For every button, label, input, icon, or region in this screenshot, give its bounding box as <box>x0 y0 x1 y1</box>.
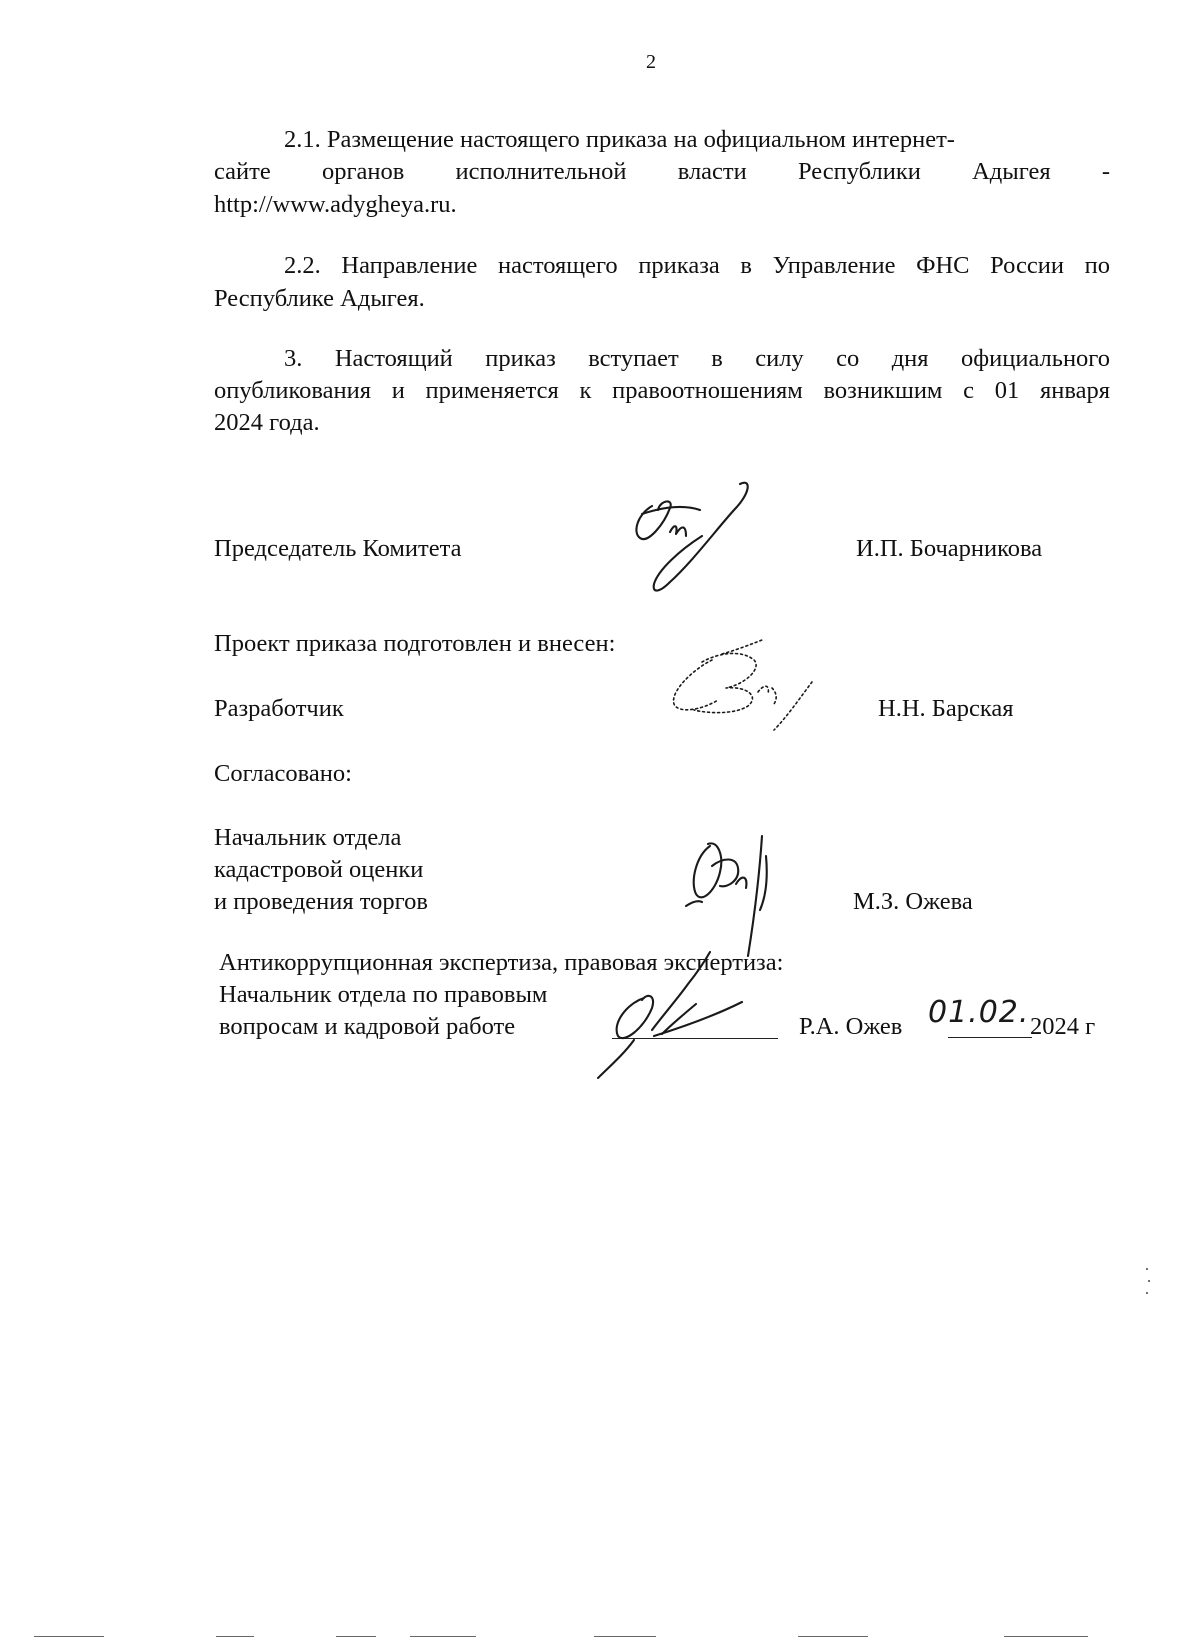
clause-2-1-word: исполнительной <box>455 158 627 185</box>
clause-2-1-text-1: 2.1. Размещение настоящего приказа на официальном интернет- <box>284 126 955 153</box>
scan-mark <box>34 1636 104 1637</box>
clause-2-1-word: сайте <box>214 158 271 185</box>
chairman-title: Председатель Комитета <box>214 535 462 562</box>
agreed-role-line-2: кадастровой оценки <box>214 856 424 883</box>
expertise-heading: Антикоррупционная экспертиза, правовая экспертиза: <box>219 949 784 976</box>
scan-mark <box>594 1636 656 1637</box>
scan-dot <box>1146 1268 1148 1270</box>
scan-dot <box>1148 1280 1150 1282</box>
clause-2-1-word: Республики <box>797 158 921 185</box>
expertise-year: 2024 г <box>1030 1013 1096 1040</box>
expertise-signature <box>592 944 762 1080</box>
agreed-name: М.З. Ожева <box>853 888 973 915</box>
clause-2-1-url: http://www.adygheya.ru. <box>214 191 457 218</box>
expertise-role-line-2: вопросам и кадровой работе <box>219 1013 516 1040</box>
handwritten-date: 01.02. <box>928 995 1030 1030</box>
date-line <box>948 1037 1032 1038</box>
clause-2-1-word: органов <box>321 158 405 185</box>
scan-mark <box>216 1636 254 1637</box>
clause-3-line-1: 3. Настоящий приказ вступает в силу со дня официального <box>284 345 1110 372</box>
clause-2-1-word: Адыгея <box>972 158 1051 185</box>
agreed-signature <box>676 826 786 962</box>
scan-mark <box>410 1636 476 1637</box>
expertise-role-line-1: Начальник отдела по правовым <box>219 981 548 1008</box>
clause-2-2-line-1: 2.2. Направление настоящего приказа в Управление ФНС России по <box>284 252 1110 279</box>
expertise-name: Р.А. Ожев <box>799 1013 903 1040</box>
project-heading: Проект приказа подготовлен и внесен: <box>214 630 616 657</box>
chairman-signature <box>630 480 760 600</box>
scan-mark <box>798 1636 868 1637</box>
clause-2-2-line-2: Республике Адыгея. <box>214 285 425 312</box>
clause-2-1-line-2 <box>214 156 1110 187</box>
scan-mark <box>336 1636 376 1637</box>
page-number: 2 <box>646 51 656 73</box>
clause-2-1-line-1 <box>284 124 1110 155</box>
agreed-heading: Согласовано: <box>214 760 352 787</box>
developer-name: Н.Н. Барская <box>878 695 1014 722</box>
clause-2-1-word: власти <box>677 158 747 185</box>
clause-3-line-3: 2024 года. <box>214 409 320 436</box>
developer-signature <box>662 640 822 735</box>
agreed-role-line-3: и проведения торгов <box>214 888 428 915</box>
developer-role: Разработчик <box>214 695 344 722</box>
clause-2-1-word: - <box>1101 158 1110 185</box>
clause-3-line-2: опубликования и применяется к правоотношениям возникшим с 01 января <box>214 377 1110 404</box>
chairman-name: И.П. Бочарникова <box>856 535 1043 562</box>
agreed-role-line-1: Начальник отдела <box>214 824 402 851</box>
scan-mark <box>1004 1636 1088 1637</box>
scan-dot <box>1146 1292 1148 1294</box>
